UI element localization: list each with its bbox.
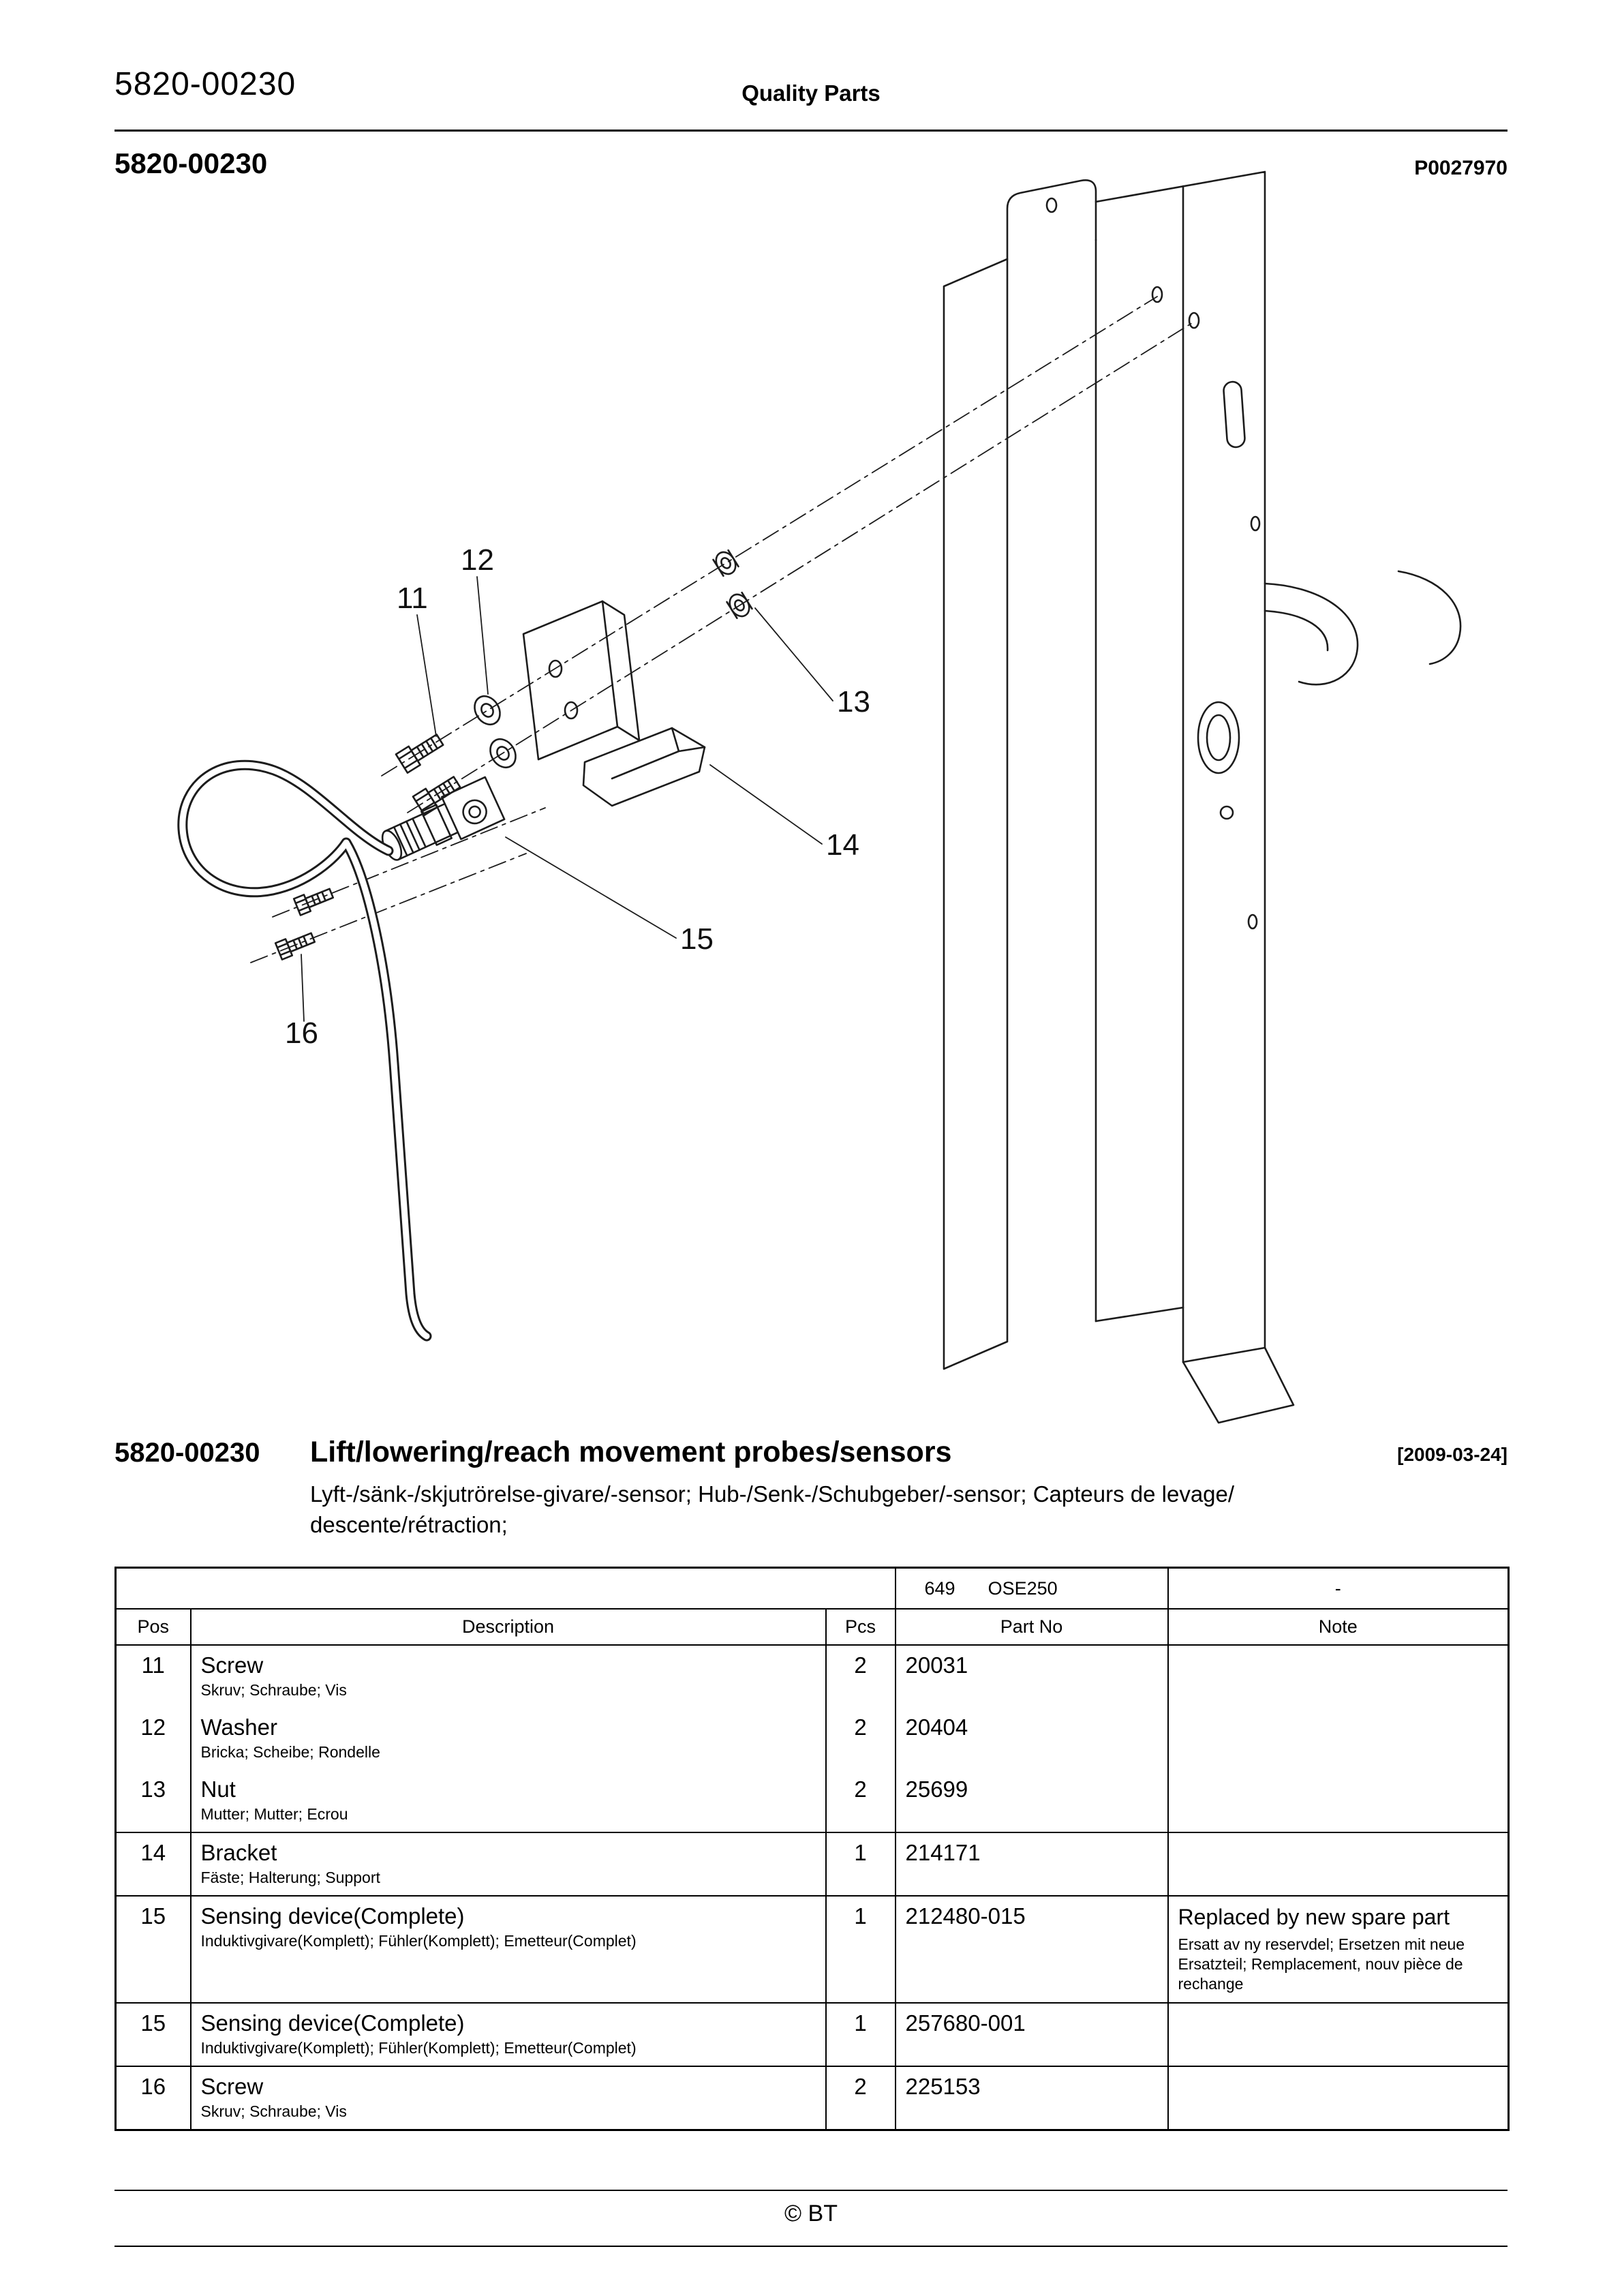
table-row [116,2003,1509,2066]
row-description: Screw [200,1652,264,1678]
row-pcs: 2 [826,1708,896,1770]
callout-12: 12 [461,543,494,577]
section-heading [114,1436,1508,1540]
row-pos: 15 [116,2003,191,2066]
mast-beam [944,172,1460,1423]
nut-13-pair [712,549,753,620]
row-pcs: 2 [826,1770,896,1832]
row-description-sub: Mutter; Mutter; Ecrou [200,1805,348,1823]
column-header-row [116,1609,1509,1645]
table-row [116,1645,1509,1708]
row-description: Sensing device(Complete) [200,1903,465,1929]
callout-labels [285,543,870,1050]
callout-11: 11 [397,581,428,615]
bracket-14 [583,728,705,806]
row-pos: 15 [116,1896,191,2003]
row-part-no: 20404 [896,1708,1168,1770]
col-header-note: Note [1168,1609,1509,1645]
row-description: Bracket [200,1840,277,1865]
footer-copyright: © BT [784,2201,838,2226]
row-part-no: 214171 [896,1832,1168,1896]
row-note: Replaced by new spare part [1178,1905,1450,1929]
row-pos: 14 [116,1832,191,1896]
screw-16-pair [275,885,335,959]
row-note-sub: Ersatt av ny reservdel; Ersetzen mit neue Ersatzteil; Remplacement, nouv pièce de rechange [1178,1935,1465,1993]
section-subtitle-line1: Lyft-/sänk-/skjutrörelse-givare/-sensor; Hub-/Senk-/Schubgeber/-sensor; Capteurs de levage/ [310,1481,1235,1507]
row-description-sub: Induktivgivare(Komplett); Fühler(Komplett); Emetteur(Complet) [200,2039,637,2057]
row-pcs: 1 [826,1832,896,1896]
parts-table [114,1567,1510,2131]
section-date: [2009-03-24] [1397,1444,1508,1465]
figure-reference: P0027970 [1414,157,1508,179]
row-part-no: 20031 [896,1645,1168,1708]
document-number-header: 5820-00230 [114,66,296,102]
row-pos: 11 [116,1645,191,1708]
row-description-sub: Skruv; Schraube; Vis [200,2102,347,2120]
sensing-device-15 [376,777,504,870]
model-code: 649 [924,1577,955,1599]
row-description: Sensing device(Complete) [200,2010,465,2036]
row-part-no: 257680-001 [896,2003,1168,2066]
section-number: 5820-00230 [114,1438,260,1468]
row-pcs: 1 [826,2003,896,2066]
footer-divider-bottom [114,2246,1508,2247]
mounting-plate [523,601,639,759]
header-divider [114,130,1508,132]
col-header-part-no: Part No [896,1609,1168,1645]
table-row [116,1896,1509,2003]
col-header-pos: Pos [116,1609,191,1645]
table-row [116,1770,1509,1832]
row-pcs: 2 [826,2066,896,2130]
screw-11-pair [396,731,463,815]
row-pos: 16 [116,2066,191,2130]
section-subtitle-line2: descente/rétraction; [310,1512,508,1537]
page-title: Quality Parts [741,80,881,106]
footer-divider-top [114,2190,1508,2191]
table-row [116,2066,1509,2130]
row-pos: 13 [116,1770,191,1832]
table-row [116,1832,1509,1896]
assembly-centerlines [251,297,1194,963]
callout-16: 16 [285,1016,318,1050]
row-description-sub: Skruv; Schraube; Vis [200,1681,347,1699]
callout-14: 14 [826,828,859,862]
model-dash: - [1168,1568,1509,1610]
col-header-description: Description [191,1609,826,1645]
row-description-sub: Bricka; Scheibe; Rondelle [200,1743,380,1761]
row-description-sub: Fäste; Halterung; Support [200,1869,380,1886]
sensor-cable [183,765,427,1336]
row-description: Nut [200,1777,236,1802]
row-pos: 12 [116,1708,191,1770]
section-title: Lift/lowering/reach movement probes/sensors [310,1436,952,1468]
col-header-pcs: Pcs [826,1609,896,1645]
row-description: Washer [200,1715,277,1740]
washer-12-pair [470,691,521,772]
row-part-no: 212480-015 [896,1896,1168,2003]
row-part-no: 225153 [896,2066,1168,2130]
row-description: Screw [200,2074,264,2099]
document-number-sub: 5820-00230 [114,147,268,179]
model-name: OSE250 [988,1577,1058,1599]
row-pcs: 1 [826,1896,896,2003]
row-description-sub: Induktivgivare(Komplett); Fühler(Komplett); Emetteur(Complet) [200,1932,637,1950]
callout-15: 15 [680,922,714,956]
callout-13: 13 [837,685,870,719]
row-part-no: 25699 [896,1770,1168,1832]
callout-leaders [301,577,833,1021]
table-row [116,1708,1509,1770]
row-pcs: 2 [826,1645,896,1708]
model-header-row [116,1568,1509,1610]
